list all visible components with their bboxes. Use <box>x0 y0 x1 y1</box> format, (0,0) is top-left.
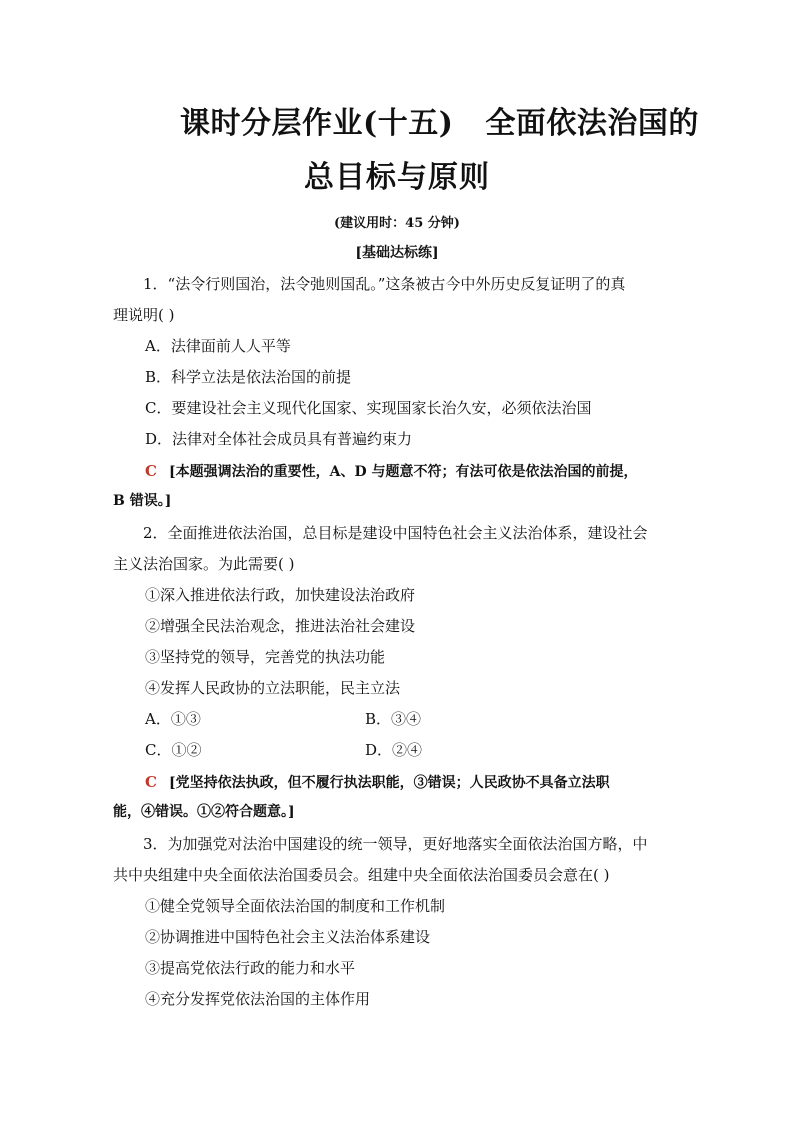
q1-option-b: B．科学立法是依法治国的前提 <box>145 368 352 386</box>
q3-item-1: ①健全党领导全面依法治国的制度和工作机制 <box>145 897 446 915</box>
q1-explanation-line1: [本题强调法治的重要性，A、D 与题意不符；有法可依是依法治国的前提， <box>168 464 638 480</box>
q2-option-c: C．①② <box>145 741 202 759</box>
q3-stem-line2: 共中央组建中央全面依法治国委员会。组建中央全面依法治国委员会意在( ) <box>113 866 610 884</box>
q2-item-4: ④发挥人民政协的立法职能，民主立法 <box>145 679 401 697</box>
q2-item-1: ①深入推进依法行政，加快建设法治政府 <box>145 586 416 604</box>
q2-explanation-line1: [党坚持依法执政，但不履行执法职能，③错误；人民政协不具备立法职 <box>168 775 610 791</box>
title-part2: 全面依法治国的 <box>485 106 699 141</box>
q2-option-a: A．①③ <box>145 710 201 728</box>
q1-stem-line1: 1．“法令行则国治，法令弛则国乱。”这条被古今中外历史反复证明了的真 <box>143 275 626 293</box>
q2-item-3: ③坚持党的领导，完善党的执法功能 <box>145 648 386 666</box>
q1-explanation-line2: B 错误。] <box>113 493 172 509</box>
q2-item-2: ②增强全民法治观念，推进法治社会建设 <box>145 617 416 635</box>
q2-answer: C <box>145 773 157 791</box>
document-title-line2: 总目标与原则 <box>304 160 490 195</box>
q3-stem-line1: 3．为加强党对法治中国建设的统一领导，更好地落实全面依法治国方略，中 <box>143 835 648 853</box>
q3-item-4: ④充分发挥党依法治国的主体作用 <box>145 990 371 1008</box>
section-heading: [基础达标练] <box>355 245 439 261</box>
q1-option-d: D．法律对全体社会成员具有普遍约束力 <box>145 430 413 448</box>
q2-answer-line <box>145 772 610 793</box>
q2-explanation-line2: 能，④错误。①②符合题意。] <box>113 804 295 820</box>
q3-item-3: ③提高党依法行政的能力和水平 <box>145 959 356 977</box>
q1-option-a: A．法律面前人人平等 <box>145 337 291 355</box>
q1-answer-line <box>145 461 637 482</box>
q1-stem-line2: 理说明( ) <box>113 306 175 324</box>
suggested-time: (建议用时：45 分钟) <box>334 216 460 231</box>
q1-option-c: C．要建设社会主义现代化国家、实现国家长治久安，必须依法治国 <box>145 399 592 417</box>
q2-option-d: D．②④ <box>365 741 423 759</box>
q2-stem-line2: 主义法治国家。为此需要( ) <box>113 555 295 573</box>
q1-answer: C <box>145 462 157 480</box>
title-part1: 课时分层作业(十五) <box>180 106 454 141</box>
q3-item-2: ②协调推进中国特色社会主义法治体系建设 <box>145 928 431 946</box>
q2-stem-line1: 2．全面推进依法治国，总目标是建设中国特色社会主义法治体系，建设社会 <box>143 524 648 542</box>
document-title-line1 <box>180 98 699 142</box>
q2-option-b: B．③④ <box>365 710 422 728</box>
